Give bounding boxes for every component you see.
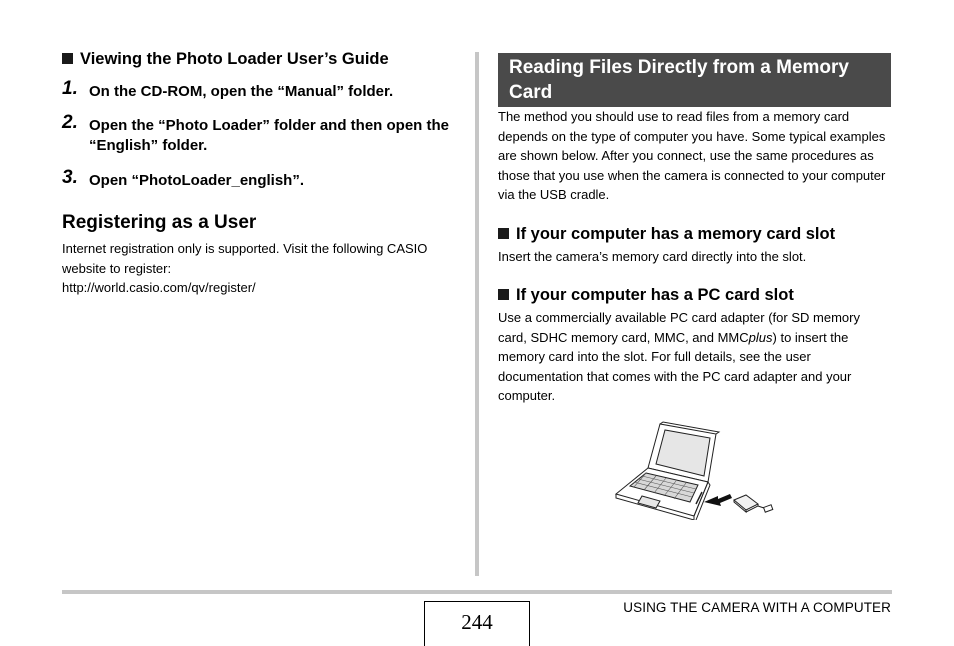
step-1 [62,78,462,102]
laptop-pc-card-icon [612,420,776,520]
pc-heading-text: If your computer has a PC card slot [516,286,794,304]
step-2 [62,112,462,156]
left-column [62,48,462,298]
right-column [498,53,892,406]
page-number: 244 [424,601,530,646]
chapter-label: USING THE CAMERA WITH A COMPUTER [623,600,891,615]
step-number: 1. [62,78,78,99]
guide-heading-text: Viewing the Photo Loader User’s Guide [80,50,389,68]
step-number: 2. [62,112,78,133]
register-title: Registering as a User [62,212,257,233]
slot-body: Insert the camera’s memory card directly into the slot. [498,248,807,264]
section-banner: Reading Files Directly from a Memory Card [498,53,891,107]
slot-heading [498,224,892,244]
pc-body-part-1: Use a commercially available PC card adapter (for SD memory card, SDHC memory card, MMC, and MMC [498,310,860,345]
pc-heading [498,285,892,305]
step-text: Open “PhotoLoader_english”. [89,172,305,189]
square-bullet-icon [498,289,509,300]
pc-body-italic: plus [748,329,773,345]
pc-body [498,308,892,406]
register-url[interactable]: http://world.casio.com/qv/register/ [62,280,256,295]
pc-body-part-2: ) to insert the memory card into the slot. For full details, see the user documentation that comes with the PC card adapter and your computer. [498,329,852,403]
step-text: Open the “Photo Loader” folder and then open the “English” folder. [89,117,449,154]
step-text: On the CD-ROM, open the “Manual” folder. [89,83,394,100]
step-3 [62,167,462,191]
register-body: Internet registration only is supported. Visit the following CASIO website to register: [62,241,428,276]
square-bullet-icon [498,228,509,239]
footer-rule [62,590,892,594]
square-bullet-icon [62,53,73,64]
intro-text: The method you should use to read files from a memory card depends on the type of computer you have. Some typical examples are shown below. After you connect, use the same procedures as those that you use when the camera is connected to your computer via the USB cradle. [498,109,886,202]
step-number: 3. [62,167,78,188]
slot-heading-text: If your computer has a memory card slot [516,224,836,243]
column-divider [475,52,479,576]
guide-heading [62,49,462,69]
